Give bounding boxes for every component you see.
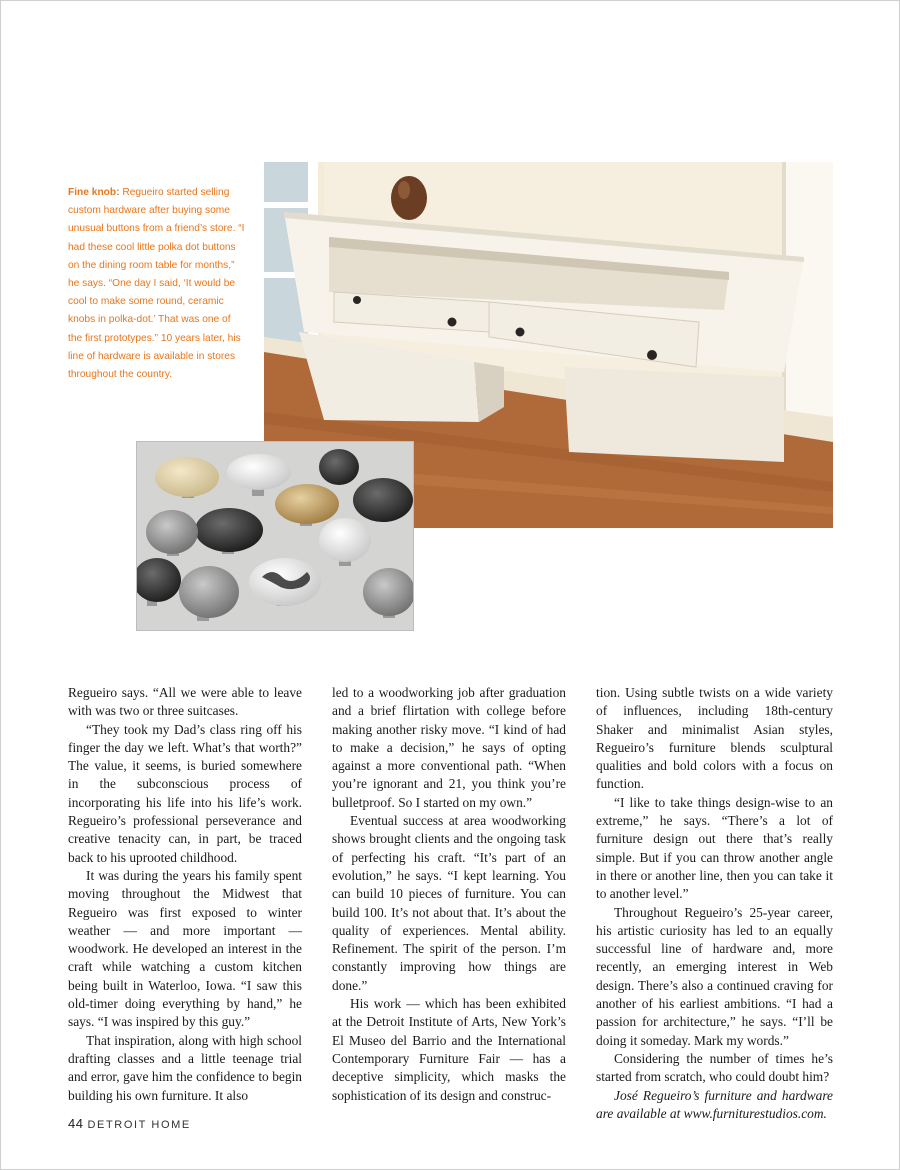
col3-paragraph: tion. Using subtle twists on a wide variety of influences, including 18th-century Shaker and minimalist Asian styles, Regueiro’s furniture blends sculptural qualities and bold colors with a focus on function. — [596, 685, 833, 792]
col1-paragraph: It was during the years his family spent moving throughout the Midwest that Regueiro was first exposed to winter weather — and more important — woodwork. He developed an interest in the craft while watching a custom kitchen being built in Waterloo, Iowa. “I saw this old-timer doing everything by hand,” he says. “I was inspired by this guy.” — [68, 867, 302, 1030]
caption-text: Regueiro started selling custom hardware after buying some unusual buttons from a friend’s store. “I had these cool little polka dot buttons on the dining room table for months,” he says. “One day I said, ‘It would be cool to make some round, ceramic knobs in polka-dot.’ That was one of the first prototypes.” 10 years later, his line of hardware is available in stores throughout the country. — [68, 187, 245, 381]
col1-paragraph: “They took my Dad’s class ring off his finger the day we left. What’s that worth?” The value, it seems, is buried somewhere in the subconscious process of incorporating his life into his life’s work. Regueiro’s professional perseverance and creative tenacity can, in part, be traced back to his uprooted childhood. — [68, 721, 302, 865]
col1-paragraph: Regueiro says. “All we were able to leave with was two or three suitcases. — [68, 685, 302, 719]
text-column-3 — [596, 684, 833, 1123]
page-footer — [68, 1116, 191, 1131]
knobs-photo — [136, 441, 414, 631]
col2-paragraph: Eventual success at area woodworking shows brought clients and the ongoing task of perfecting his craft. “It’s part of an evolution,” he says. “I kept learning. You can build 10 pieces of furniture. You can build 100. It’s not about that. It’s about the quality of experiences. Mental ability. Refinement. The spirit of the person. I’m constantly improving how things are done.” — [332, 813, 566, 993]
publication-name: DETROIT HOME — [87, 1119, 191, 1131]
col3-paragraph: “I like to take things design-wise to an extreme,” he says. “There’s a lot of furniture design out there that’s really simple. But if you can throw another angle in there or another line, then you can take it to another level.” — [596, 794, 833, 902]
col1-paragraph: That inspiration, along with high school drafting classes and a little teenage trial and error, gave him the confidence to begin building his own furniture. It also — [68, 1032, 302, 1103]
col3-paragraph: Throughout Regueiro’s 25-year career, his artistic curiosity has led to an equally successful line of hardware and, more recently, an emerging interest in Web design. There’s also a continued craving for another of his earliest ambitions. “I had a passion for architecture,” he says. “I’ll be doing it someday. Mark my words.” — [596, 904, 833, 1048]
page-number: 44 — [68, 1116, 84, 1131]
col2-paragraph: led to a woodworking job after graduation and a brief flirtation with college before making another risky move. “I kind of had to make a decision,” he says of opting against a more conventional path. “When you’re ignorant and 21, you think you’re bulletproof. So I started on my own.” — [332, 685, 566, 810]
col3-paragraph: Considering the number of times he’s started from scratch, who could doubt him? — [596, 1050, 833, 1085]
text-column-2 — [332, 684, 566, 1105]
col2-paragraph: His work — which has been exhibited at the Detroit Institute of Arts, New York’s El Museo del Barrio and the International Contemporary Furniture Fair — has a deceptive simplicity, which masks the sophistication of its design and construc- — [332, 996, 566, 1103]
photo-caption — [68, 184, 246, 384]
availability-note: José Regueiro’s furniture and hardware are available at www.furniturestudios.com. — [596, 1087, 833, 1121]
text-column-1 — [68, 684, 302, 1105]
caption-lead: Fine knob: — [68, 187, 120, 198]
